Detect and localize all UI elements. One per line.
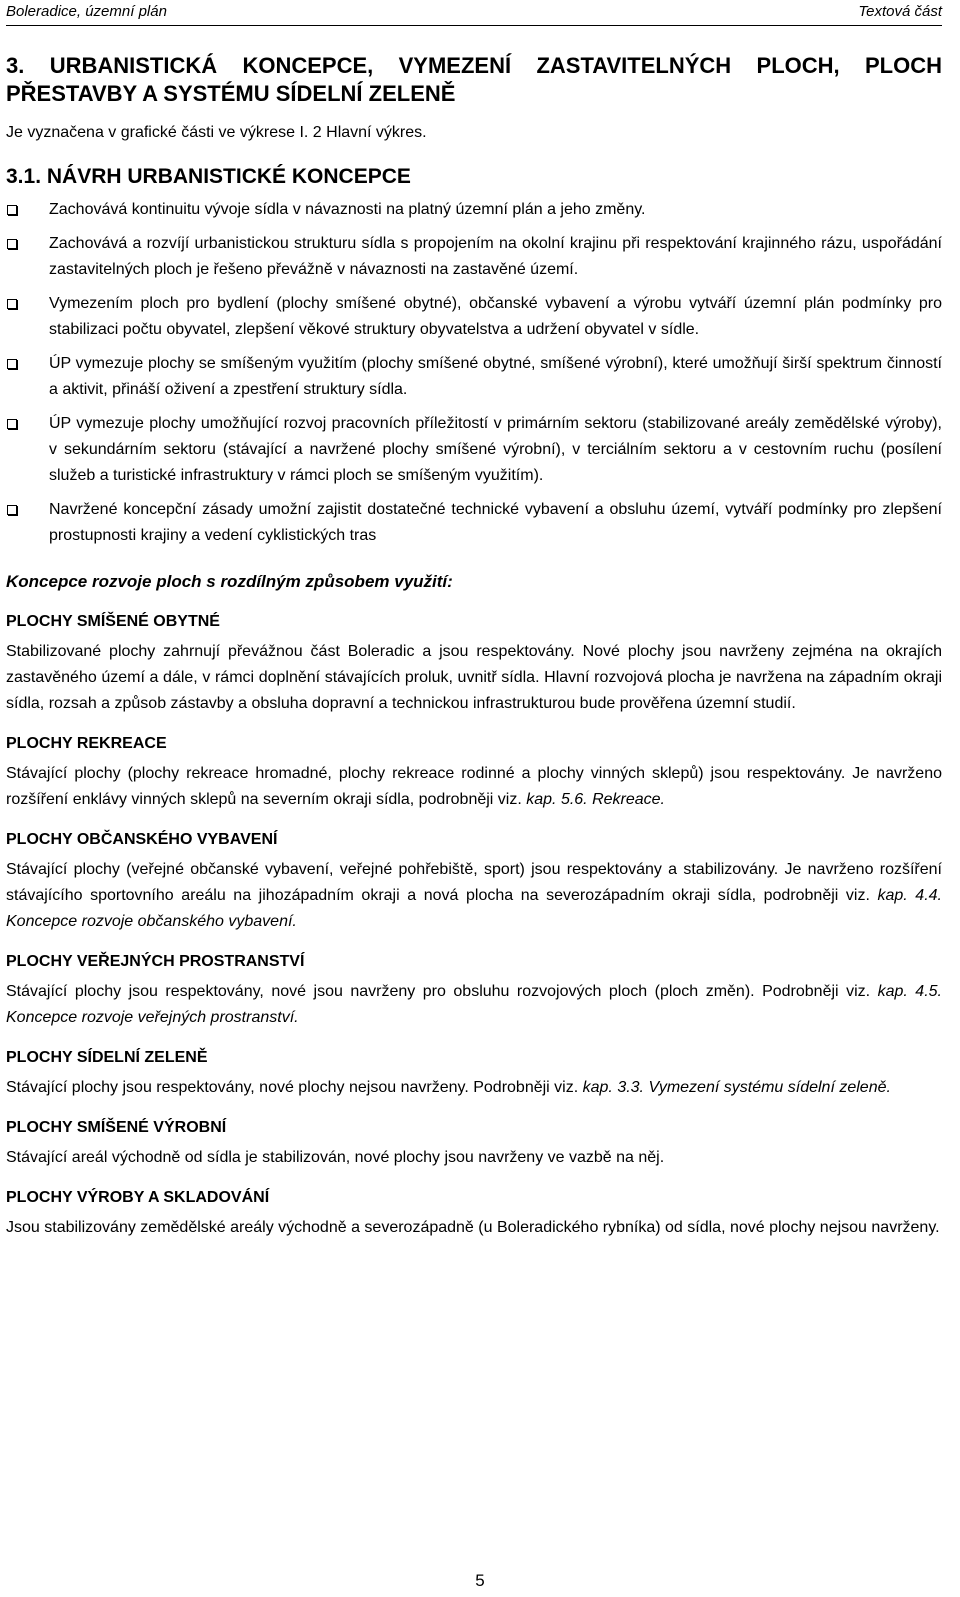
category-title: PLOCHY SMÍŠENÉ OBYTNÉ — [6, 613, 220, 630]
category-text: Stávající plochy (veřejné občanské vybavení, veřejné pohřebiště, sport) jsou respektovány a stabilizovány. Je navrženo rozšíření stávajícího sportovního areálu na jihozápadním okraji a nová plocha na severozápadním okraji sídla, podrobněji viz. kap. 4.4. Koncepce rozvoje občanského vybavení. — [6, 861, 942, 930]
running-header — [6, 3, 942, 26]
bullet-text: ÚP vymezuje plochy umožňující rozvoj pracovních příležitostí v primárním sektoru (stabilizované areály zemědělské výroby), v sekundárním sektoru (stávající a navržené plochy smíšené výrobní), v terciálním sektoru a v cestovním ruchu (posílení služeb a turistické infrastruktury v rámci ploch se smíšeným využitím). — [49, 415, 942, 484]
checkbox-bullet-icon — [7, 299, 17, 309]
bullet-item — [6, 291, 942, 343]
category-text: Stávající areál východně od sídla je stabilizován, nové plochy jsou navrženy ve vazbě na něj. — [6, 1149, 665, 1166]
category-title: PLOCHY REKREACE — [6, 735, 167, 752]
category-text: Jsou stabilizovány zemědělské areály východně a severozápadně (u Boleradického rybníka) od sídla, nové plochy nejsou navrženy. — [6, 1219, 940, 1236]
category-production-storage — [6, 1185, 942, 1241]
bullet-text: Zachovává a rozvíjí urbanistickou strukturu sídla s propojením na okolní krajinu při respektování krajinného rázu, uspořádání zastavitelných ploch je řešeno převážně v návaznosti na zastavěné území. — [49, 235, 942, 278]
section-title: 3.1. NÁVRH URBANISTICKÉ KONCEPCE — [6, 165, 411, 188]
bullet-text: ÚP vymezuje plochy se smíšeným využitím (plochy smíšené obytné, smíšené výrobní), které umožňují širší spektrum činností a aktivit, přináší oživení a zpestření struktury sídla. — [49, 355, 942, 398]
category-civic-amenities — [6, 827, 942, 935]
category-title: PLOCHY SMÍŠENÉ VÝROBNÍ — [6, 1119, 227, 1136]
chapter-reference: kap. 5.6. Rekreace. — [526, 791, 665, 808]
chapter-reference: kap. 4.4. Koncepce rozvoje občanského vybavení. — [6, 887, 942, 930]
category-title: PLOCHY SÍDELNÍ ZELENĚ — [6, 1049, 208, 1066]
bullet-item — [6, 497, 942, 549]
checkbox-bullet-icon — [7, 359, 17, 369]
bullet-item — [6, 197, 942, 223]
bullet-text: Zachovává kontinuitu vývoje sídla v návaznosti na platný územní plán a jeho změny. — [49, 201, 646, 218]
category-title: PLOCHY VEŘEJNÝCH PROSTRANSTVÍ — [6, 953, 305, 970]
page-content — [6, 52, 942, 1241]
bullet-text: Vymezením ploch pro bydlení (plochy smíšené obytné), občanské vybavení a výrobu vytváří územní plán podmínky pro stabilizaci počtu obyvatel, zlepšení věkové struktury obyvatelstva a udržení obyvatel v sídle. — [49, 295, 942, 338]
intro-paragraph: Je vyznačena v grafické části ve výkrese I. 2 Hlavní výkres. — [6, 124, 427, 141]
category-text: Stávající plochy (plochy rekreace hromadné, plochy rekreace rodinné a plochy vinných sklepů) jsou respektovány. Je navrženo rozšíření enklávy vinných sklepů na severním okraji sídla, podrobněji viz. kap. 5.6. Rekreace. — [6, 765, 942, 808]
bullet-item — [6, 351, 942, 403]
category-text: Stávající plochy jsou respektovány, nové jsou navrženy pro obsluhu rozvojových ploch (ploch změn). Podrobněji viz. kap. 4.5. Koncepce rozvoje veřejných prostranství. — [6, 983, 942, 1026]
bullet-item — [6, 411, 942, 489]
category-title: PLOCHY OBČANSKÉHO VYBAVENÍ — [6, 831, 278, 848]
chapter-title: 3. URBANISTICKÁ KONCEPCE, VYMEZENÍ ZASTAVITELNÝCH PLOCH, PLOCH PŘESTAVBY A SYSTÉMU SÍDELNÍ ZELENĚ — [6, 53, 942, 106]
category-public-spaces — [6, 949, 942, 1031]
header-section-label: Textová část — [858, 3, 942, 20]
concept-bullet-list — [6, 197, 942, 549]
chapter-reference: kap. 4.5. Koncepce rozvoje veřejných prostranství. — [6, 983, 942, 1026]
category-mixed-residential — [6, 609, 942, 717]
category-text: Stávající plochy jsou respektovány, nové plochy nejsou navrženy. Podrobněji viz. kap. 3.3. Vymezení systému sídelní zeleně. — [6, 1079, 891, 1096]
checkbox-bullet-icon — [7, 419, 17, 429]
checkbox-bullet-icon — [7, 239, 17, 249]
checkbox-bullet-icon — [7, 205, 17, 215]
development-concept-subtitle: Koncepce rozvoje ploch s rozdílným způsobem využití: — [6, 572, 453, 591]
category-settlement-greenery — [6, 1045, 942, 1101]
bullet-item — [6, 231, 942, 283]
category-title: PLOCHY VÝROBY A SKLADOVÁNÍ — [6, 1189, 270, 1206]
chapter-reference: kap. 3.3. Vymezení systému sídelní zeleně. — [582, 1079, 891, 1096]
category-mixed-production — [6, 1115, 942, 1171]
header-document-title: Boleradice, územní plán — [6, 3, 167, 20]
checkbox-bullet-icon — [7, 505, 17, 515]
category-recreation — [6, 731, 942, 813]
bullet-text: Navržené koncepční zásady umožní zajistit dostatečné technické vybavení a obsluhu území, vytváří podmínky pro zlepšení prostupnosti krajiny a vedení cyklistických tras — [49, 501, 942, 544]
category-text: Stabilizované plochy zahrnují převážnou část Boleradic a jsou respektovány. Nové plochy jsou navrženy zejména na okrajích zastavěného území a dále, v rámci doplnění stávajících proluk, uvnitř sídla. Hlavní rozvojová plocha je navržena na západním okraji sídla, rozsah a způsob zástavby a obsluha dopravní a technickou infrastrukturou bude prověřena územní studií. — [6, 643, 942, 712]
page-number: 5 — [475, 1571, 485, 1590]
